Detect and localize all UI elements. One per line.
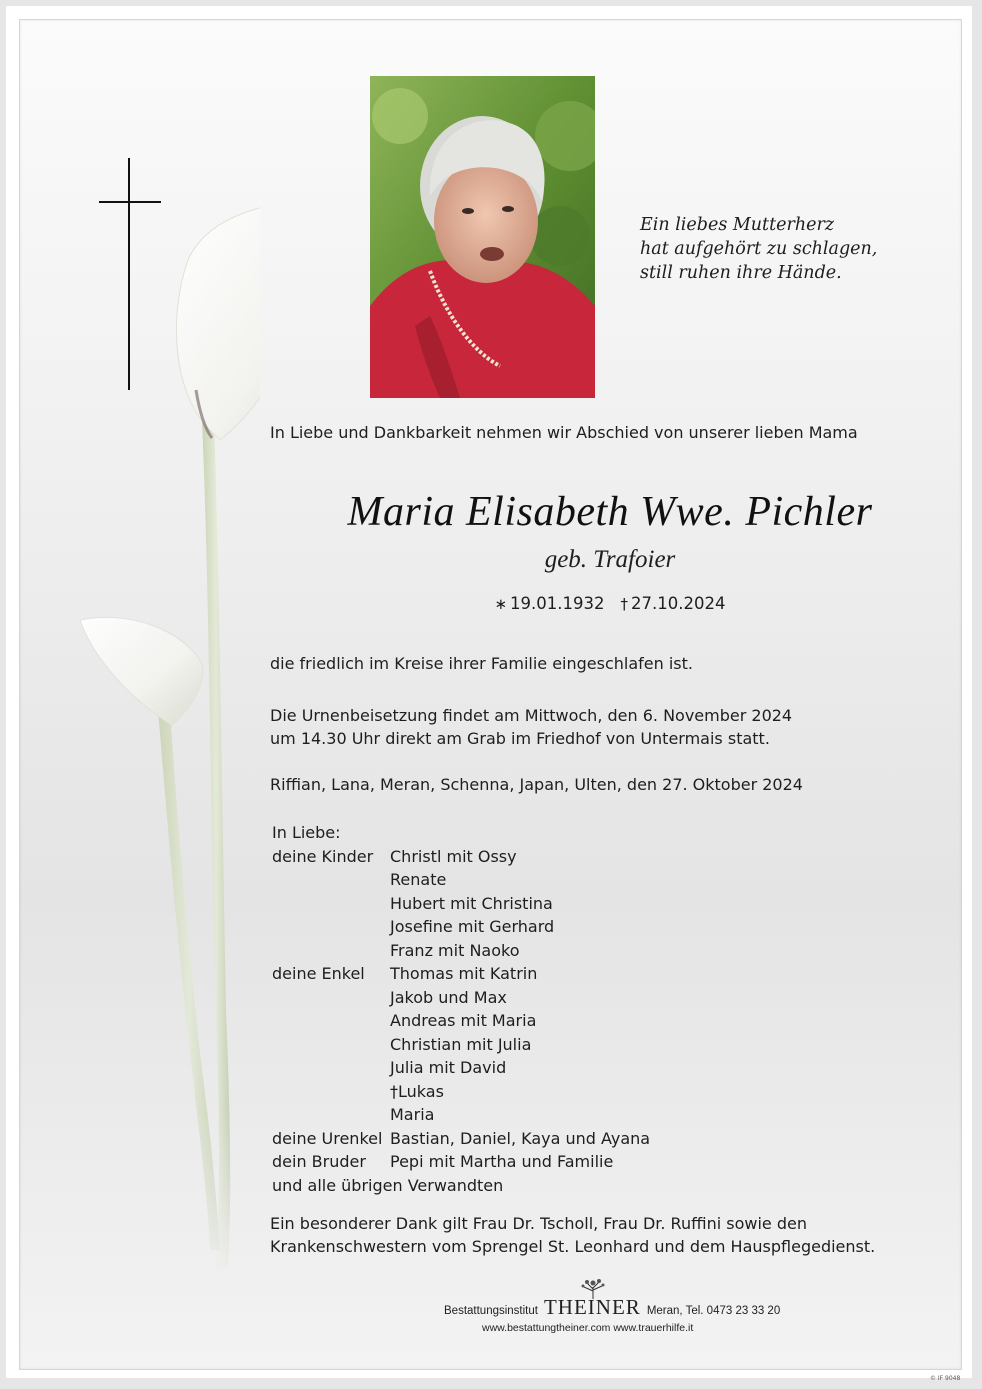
mourner-name: Jakob und Max bbox=[390, 987, 507, 1007]
mourner-name: Pepi mit Martha und Familie bbox=[390, 1152, 614, 1171]
mourner-name: Christian mit Julia bbox=[390, 1034, 532, 1054]
brand-name: THEINER bbox=[543, 1295, 641, 1319]
deceased-name: Maria Elisabeth Wwe. Pichler bbox=[347, 489, 873, 535]
funeral-home-footer bbox=[444, 1295, 794, 1334]
mourner-group-label: deine Enkel bbox=[272, 964, 365, 983]
mourner-group-label: dein Bruder bbox=[272, 1152, 366, 1171]
brand-logo bbox=[544, 1295, 641, 1320]
mourner-name: Andreas mit Maria bbox=[390, 1011, 537, 1030]
portrait-photo bbox=[370, 76, 595, 398]
birth-date: 19.01.1932 bbox=[510, 594, 605, 613]
life-dates bbox=[270, 594, 950, 613]
in-love-label: In Liebe: bbox=[272, 823, 341, 842]
burial-info bbox=[270, 704, 792, 750]
mourner-name: Renate bbox=[390, 870, 447, 889]
burial-line: Die Urnenbeisetzung findet am Mittwoch, den 6. November 2024 bbox=[270, 706, 793, 725]
death-cross-icon: † bbox=[620, 595, 629, 613]
mourner-name: Franz mit Naoko bbox=[390, 940, 520, 960]
mourner-name: Bastian, Daniel, Kaya und Ayana bbox=[390, 1128, 651, 1148]
mourners-list bbox=[272, 821, 650, 1197]
institute-label: Bestattungsinstitut bbox=[444, 1305, 538, 1317]
memorial-quote bbox=[640, 213, 900, 285]
death-date: 27.10.2024 bbox=[631, 594, 726, 613]
mourner-name: Christl mit Ossy bbox=[390, 846, 517, 866]
passing-text: die friedlich im Kreise ihrer Familie eingeschlafen ist. bbox=[270, 654, 693, 673]
quote-line: hat aufgehört zu schlagen, bbox=[640, 239, 878, 259]
burial-line: um 14.30 Uhr direkt am Grab im Friedhof von Untermais statt. bbox=[270, 729, 770, 748]
quote-line: Ein liebes Mutterherz bbox=[640, 215, 835, 235]
quote-line: still ruhen ihre Hände. bbox=[640, 263, 842, 283]
mourner-name: Julia mit David bbox=[390, 1058, 507, 1077]
thanks-line: Krankenschwestern vom Sprengel St. Leonhard und dem Hauspflegedienst. bbox=[270, 1237, 876, 1256]
place-date: Riffian, Lana, Meran, Schenna, Japan, Ulten, den 27. Oktober 2024 bbox=[270, 775, 803, 794]
thanks-line: Ein besonderer Dank gilt Frau Dr. Tscholl, Frau Dr. Ruffini sowie den bbox=[270, 1214, 807, 1233]
mourner-name: Josefine mit Gerhard bbox=[390, 917, 555, 936]
other-relatives: und alle übrigen Verwandten bbox=[272, 1175, 504, 1195]
tree-icon bbox=[578, 1277, 608, 1299]
birth-name: geb. Trafoier bbox=[544, 546, 676, 573]
mourner-name: Hubert mit Christina bbox=[390, 893, 553, 913]
mourner-group-label: deine Urenkel bbox=[272, 1128, 383, 1148]
thanks-note bbox=[270, 1212, 875, 1258]
website-links[interactable]: www.bestattungtheiner.com www.trauerhilfe.it bbox=[482, 1322, 694, 1334]
cross-icon bbox=[99, 158, 161, 390]
mourner-name: Thomas mit Katrin bbox=[390, 964, 538, 983]
mourner-group-label: deine Kinder bbox=[272, 846, 374, 866]
contact-info: Meran, Tel. 0473 23 33 20 bbox=[646, 1305, 781, 1317]
mourner-name: Maria bbox=[390, 1105, 435, 1124]
farewell-intro: In Liebe und Dankbarkeit nehmen wir Abschied von unserer lieben Mama bbox=[270, 423, 858, 442]
print-code: © IF 9048 bbox=[930, 1375, 961, 1382]
mourner-name: †Lukas bbox=[390, 1081, 444, 1101]
birth-star-icon: ∗ bbox=[494, 595, 508, 613]
